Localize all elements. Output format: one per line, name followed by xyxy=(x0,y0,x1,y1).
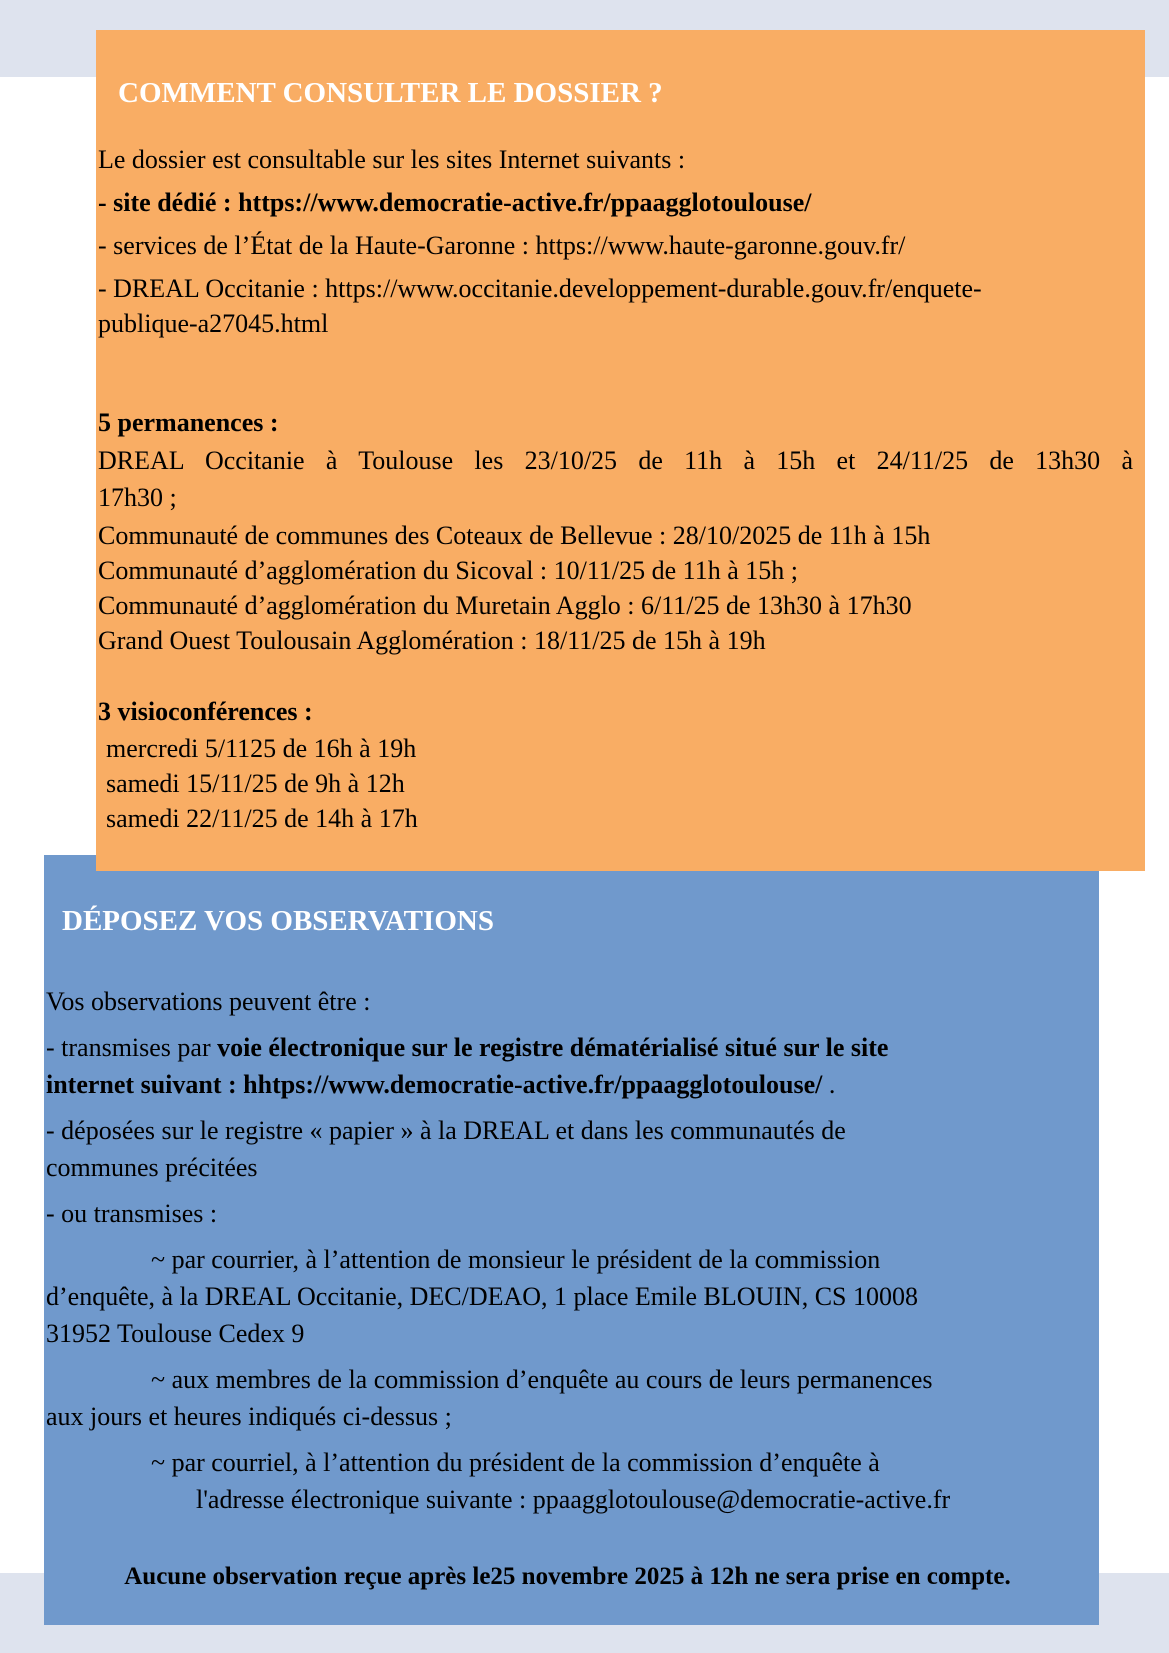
consult-intro: Le dossier est consultable sur les sites Internet suivants : xyxy=(98,145,686,174)
deadline-notice: Aucune observation reçue après le25 novembre 2025 à 12h ne sera prise en compte. xyxy=(124,1563,1011,1590)
membres-line-2: aux jours et heures indiqués ci-dessus ; xyxy=(46,1402,452,1431)
permanence-item: Communauté d’agglomération du Sicoval : 10/11/25 de 11h à 15h ; xyxy=(98,556,798,585)
courrier-line-1: ~ par courrier, à l’attention de monsieur le président de la commission xyxy=(151,1245,881,1274)
site-dedie-line: - site dédié : https://www.democratie-active.fr/ppaagglotoulouse/ xyxy=(98,188,812,217)
consult-dossier-panel xyxy=(96,30,1145,871)
dreal-url-line-2: publique-a27045.html xyxy=(98,309,329,338)
consult-dossier-title: COMMENT CONSULTER LE DOSSIER ? xyxy=(118,77,663,109)
observations-panel-title: DÉPOSEZ VOS OBSERVATIONS xyxy=(62,905,494,937)
paper-register-line-1: - déposées sur le registre « papier » à la DREAL et dans les communautés de xyxy=(46,1116,846,1145)
courriel-line-1: ~ par courriel, à l’attention du président de la commission d’enquête à xyxy=(151,1448,880,1477)
electronic-submission-line-1 xyxy=(46,1029,1089,1066)
visioconference-item: samedi 22/11/25 de 14h à 17h xyxy=(106,804,418,833)
electronic-submission-suffix: . xyxy=(822,1070,836,1099)
courrier-line-3: 31952 Toulouse Cedex 9 xyxy=(46,1319,305,1348)
electronic-submission-prefix: - transmises par xyxy=(46,1033,218,1062)
visioconference-item: samedi 15/11/25 de 9h à 12h xyxy=(106,769,405,798)
visioconferences-heading: 3 visioconférences : xyxy=(98,697,313,726)
electronic-submission-bold-1: voie électronique sur le registre dématérialisé situé sur le site xyxy=(217,1033,889,1062)
electronic-submission-line-2 xyxy=(46,1066,1089,1103)
permanence-dreal-line-1: DREAL Occitanie à Toulouse les 23/10/25 de 11h à 15h et 24/11/25 de 13h30 à xyxy=(98,446,1133,475)
permanence-item: Grand Ouest Toulousain Agglomération : 18/11/25 de 15h à 19h xyxy=(98,626,766,655)
permanence-item: Communauté d’agglomération du Muretain Agglo : 6/11/25 de 13h30 à 17h30 xyxy=(98,591,912,620)
courrier-line-2: d’enquête, à la DREAL Occitanie, DEC/DEAO, 1 place Emile BLOUIN, CS 10008 xyxy=(46,1282,918,1311)
permanence-dreal-line-2: 17h30 ; xyxy=(98,483,177,512)
observations-panel xyxy=(44,855,1099,1625)
observations-intro: Vos observations peuvent être : xyxy=(46,987,371,1016)
dreal-url-line-1: - DREAL Occitanie : https://www.occitanie.developpement-durable.gouv.fr/enquete- xyxy=(98,274,982,303)
paper-register-line-2: communes précitées xyxy=(46,1153,258,1182)
visioconference-item: mercredi 5/1125 de 16h à 19h xyxy=(106,734,417,763)
permanence-item: Communauté de communes des Coteaux de Bellevue : 28/10/2025 de 11h à 15h xyxy=(98,521,931,550)
ou-transmises-line: - ou transmises : xyxy=(46,1199,218,1228)
courriel-line-2: l'adresse électronique suivante : ppaagglotoulouse@democratie-active.fr xyxy=(196,1485,951,1514)
permanences-heading: 5 permanences : xyxy=(98,408,279,437)
membres-line-1: ~ aux membres de la commission d’enquête au cours de leurs permanences xyxy=(151,1365,933,1394)
electronic-submission-bold-2: internet suivant : hhtps://www.democratie-active.fr/ppaagglotoulouse/ xyxy=(46,1070,823,1099)
services-etat-line: - services de l’État de la Haute-Garonne : https://www.haute-garonne.gouv.fr/ xyxy=(98,231,906,260)
